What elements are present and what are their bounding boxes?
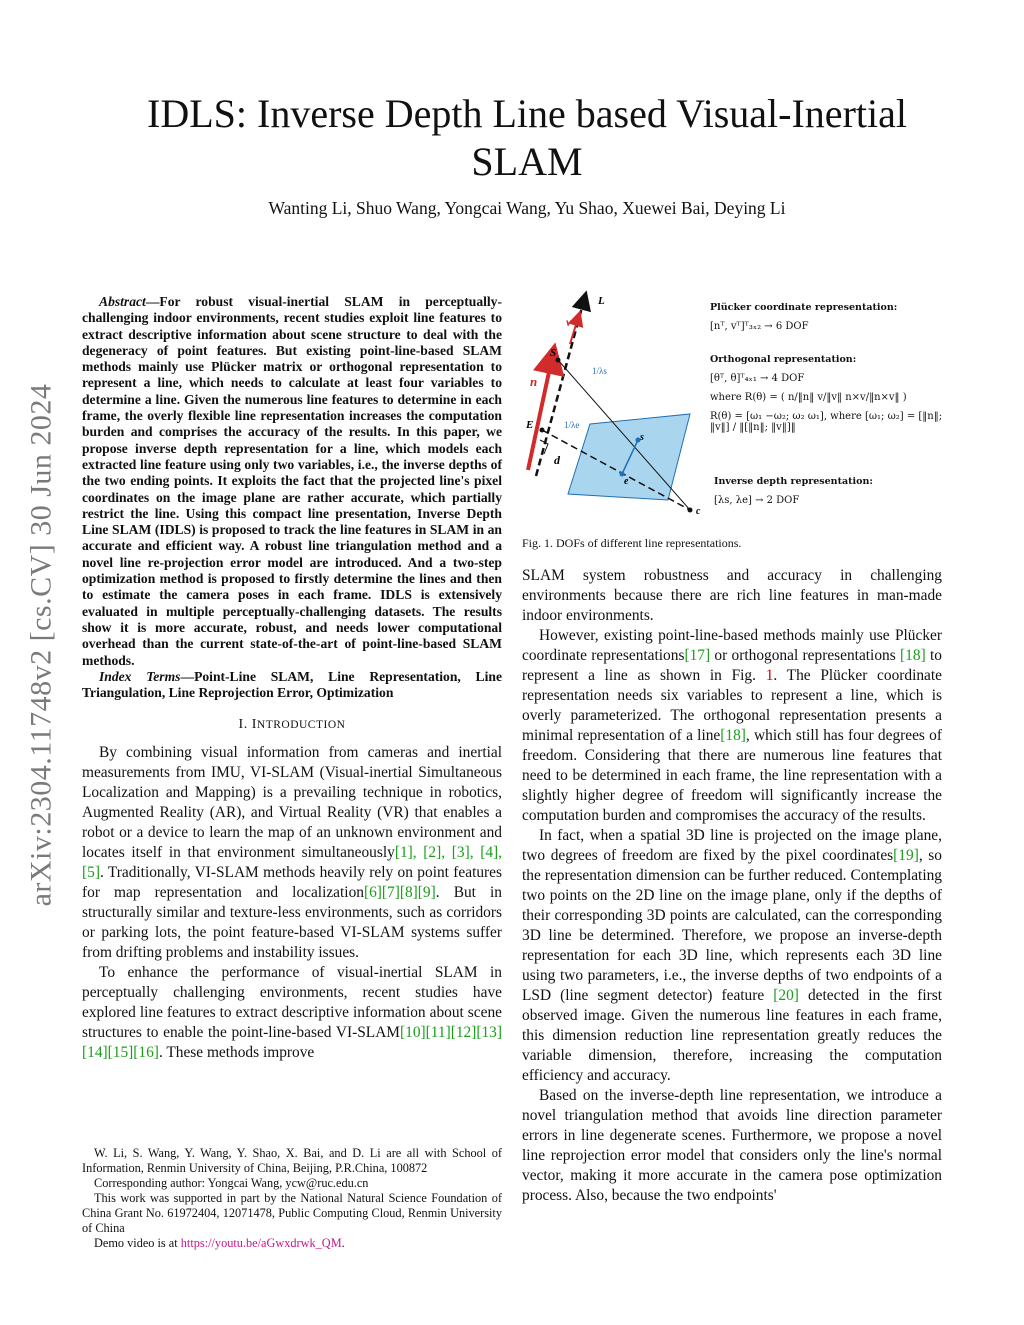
footnotes (82, 1146, 502, 1251)
point-S (556, 358, 561, 363)
footnote-affiliation: W. Li, S. Wang, Y. Wang, Y. Shao, X. Bai, and D. Li are all with School of Information, Renmin University of China, Beijing, P.R.China, 100872 (82, 1146, 502, 1175)
camera-center-c (688, 508, 693, 513)
section-heading: I. INTRODUCTION (238, 717, 346, 733)
citation-link[interactable]: [19] (893, 847, 919, 864)
figure-reference-link[interactable]: 1 (765, 667, 774, 684)
abstract: Abstract—For robust visual-inertial SLAM in perceptually-challenging indoor environments, recent studies exploit line features to extract descriptive information about scene structure to deal with the degeneracy of point features. But existing point-line-based SLAM methods mainly use Plücker matrix or orthogonal representation to represent a line, which needs to calculate at least four variables to determine a line. Given the numerous line features to determine in each frame, the overly flexible line representation increases the computation burden and comprises the accuracy of the results. In this paper, we propose inverse depth representation for a line, which models each extracted line feature using only two variables, i.e., the inverse depths of the two ending points. It exploits the fact that the projected line's pixel coordinates on the image plane are rather accurate, which partially restrict the line. Using this compact line presentation, Inverse Depth Line SLAM (IDLS) is proposed to track the line features in SLAM in an accurate and efficient way. A robust line triangulation method and a novel line re-projection error model are introduced. And a two-step optimization method is proposed to firstly determine the lines and then to estimate the camera poses in each frame. IDLS is extensively evaluated in multiple perceptually-challenging datasets. The results show it is more accurate, robust, and needs lower computational overhead than the current state-of-the-art of point-line-based SLAM methods. (82, 294, 502, 668)
citation-link[interactable]: [6][7][8][9] (363, 884, 436, 902)
citation-link[interactable]: [1], [2], [3], [4], [5] (82, 844, 502, 882)
citation-link[interactable]: [18] (900, 647, 926, 664)
citation-link[interactable]: [10][11][12][13][14][15][16] (82, 1024, 502, 1062)
figure-1 (520, 288, 960, 528)
label-d: d (554, 453, 560, 467)
label-L: L (598, 295, 605, 307)
index-terms: Index Terms—Point-Line SLAM, Line Representation, Line Triangulation, Line Reprojection Error, Optimization (82, 668, 502, 701)
label-s: s (640, 432, 644, 443)
right-paragraph-3: In fact, when a spatial 3D line is projected on the image plane, two degrees of freedom are fixed by the pixel coordinates[19], so the representation dimension can be further reduced. Contemplating two points on the 2D line on the image plane, only if the depths of their corresponding 3D points are calculated, can the corresponding 3D line be determined. Therefore, we propose an inverse-depth representation for each 3D line, which represents each 3D line using two parameters, i.e., the inverse depths of two endpoints of a LSD (line segment detector) feature [20] detected in the first observed image. Given the numerous line features in each frame, this dimension reduction line representation greatly reduces the variable dimension, therefore, increasing the computation efficiency and accuracy. (522, 827, 942, 1084)
plucker-block: Plücker coordinate representation: [nᵀ, vᵀ]ᵀ₃ₓ₂ → 6 DOF (710, 302, 898, 332)
intro-paragraph-1: By combining visual information from cameras and inertial measurements from IMU, VI-SLAM (Visual-inertial Simultaneous Localization and Mapping) is a prevailing technique in robotics, Augmented Reality (AR), and Virtual Reality (VR) that enables a robot or a device to learn the map of an unknown environment and locates itself in that environment simultaneously[1], [2], [3], [4], [5]. Traditionally, VI-SLAM methods heavily rely on point features for map representation and localization[6][7][8][9]. But in structurally similar and texture-less environments, such as corridors or parking lots, the point feature-based VI-SLAM systems suffer from drifting problems and instability issues. (82, 744, 502, 962)
label-n: n (530, 374, 538, 389)
right-paragraph-1: SLAM system robustness and accuracy in challenging environments because there are rich line features in man-made indoor environments. (522, 567, 942, 624)
image-plane (568, 414, 690, 500)
label-v: v (566, 315, 572, 329)
demo-video-link[interactable]: https://youtu.be/aGwxdrwk_QM (180, 1236, 342, 1250)
orthogonal-block: Orthogonal representation: [θᵀ, θ]ᵀ₄ₓ₁ → 4 DOF where R(θ) = ( n/‖n‖ v/‖v‖ n×v/‖n×v‖ ) R(θ) = [ω₁ −ω₂; ω₂ ω₁], where [ω₁; ω₂] = [‖n‖; ‖v‖] / ‖[‖n‖; ‖v‖]‖ (710, 354, 943, 433)
citation-link[interactable]: [17] (684, 647, 711, 664)
footnote-demo: Demo video is at https://youtu.be/aGwxdrwk_QM. (94, 1236, 345, 1250)
label-c: c (696, 506, 701, 517)
footnote-corresponding: Corresponding author: Yongcai Wang, ycw@ruc.edu.cn (94, 1176, 369, 1190)
arxiv-identifier: arXiv:2304.11748v2 [cs.CV] 30 Jun 2024 (24, 383, 58, 907)
label-inv-depth-e: 1/λe (564, 420, 580, 430)
figure-caption: Fig. 1. DOFs of different line representations. (522, 536, 742, 550)
citation-link[interactable]: [18] (720, 727, 746, 744)
paper-title: IDLS: Inverse Depth Line based Visual-Inertial SLAM (147, 91, 907, 184)
point-E (540, 428, 545, 433)
left-column (82, 294, 502, 1063)
label-e: e (624, 476, 629, 487)
right-paragraph-4: Based on the inverse-depth line representation, we introduce a novel triangulation method that avoids line direction parameter errors in line degenerate scenes. Furthermore, we propose a novel line reprojection error model that considers only the line's normal vector, making it more accurate in the camera pose optimization process. Also, because the two endpoints' (522, 1087, 942, 1204)
footnote-funding: This work was supported in part by the National Natural Science Foundation of China Grant No. 61972404, 12071478, Public Computing Cloud, Renmin University of China (82, 1191, 502, 1235)
citation-link[interactable]: [20] (773, 987, 799, 1004)
label-inv-depth-s: 1/λs (592, 366, 607, 376)
author-list: Wanting Li, Shuo Wang, Yongcai Wang, Yu Shao, Xuewei Bai, Deying Li (268, 198, 786, 218)
intro-paragraph-2: To enhance the performance of visual-inertial SLAM in perceptually challenging environments, recent studies have explored line features to extract descriptive information about scene structures to enable the point-line-based VI-SLAM[10][11][12][13][14][15][16]. These methods improve (82, 964, 502, 1062)
label-E: E (526, 419, 534, 431)
right-column (522, 566, 942, 1206)
label-S: S (550, 347, 557, 359)
right-paragraph-2: However, existing point-line-based methods mainly use Plücker coordinate representations[17] or orthogonal representations [18] to represent a line as shown in Fig. 1. The Plücker coordinate representation needs six variables to represent a line, which is overly parameterized. The orthogonal representation presents a minimal representation of a line[18], which still has four degrees of freedom. Considering that there are numerous line features that need to be determined in each frame, the line representation with a slightly higher degree of freedom will significantly increase the computation burden and compromises the accuracy of the results. (522, 627, 942, 824)
inverse-depth-block: Inverse depth representation: [λs, λe] → 2 DOF (714, 476, 873, 506)
